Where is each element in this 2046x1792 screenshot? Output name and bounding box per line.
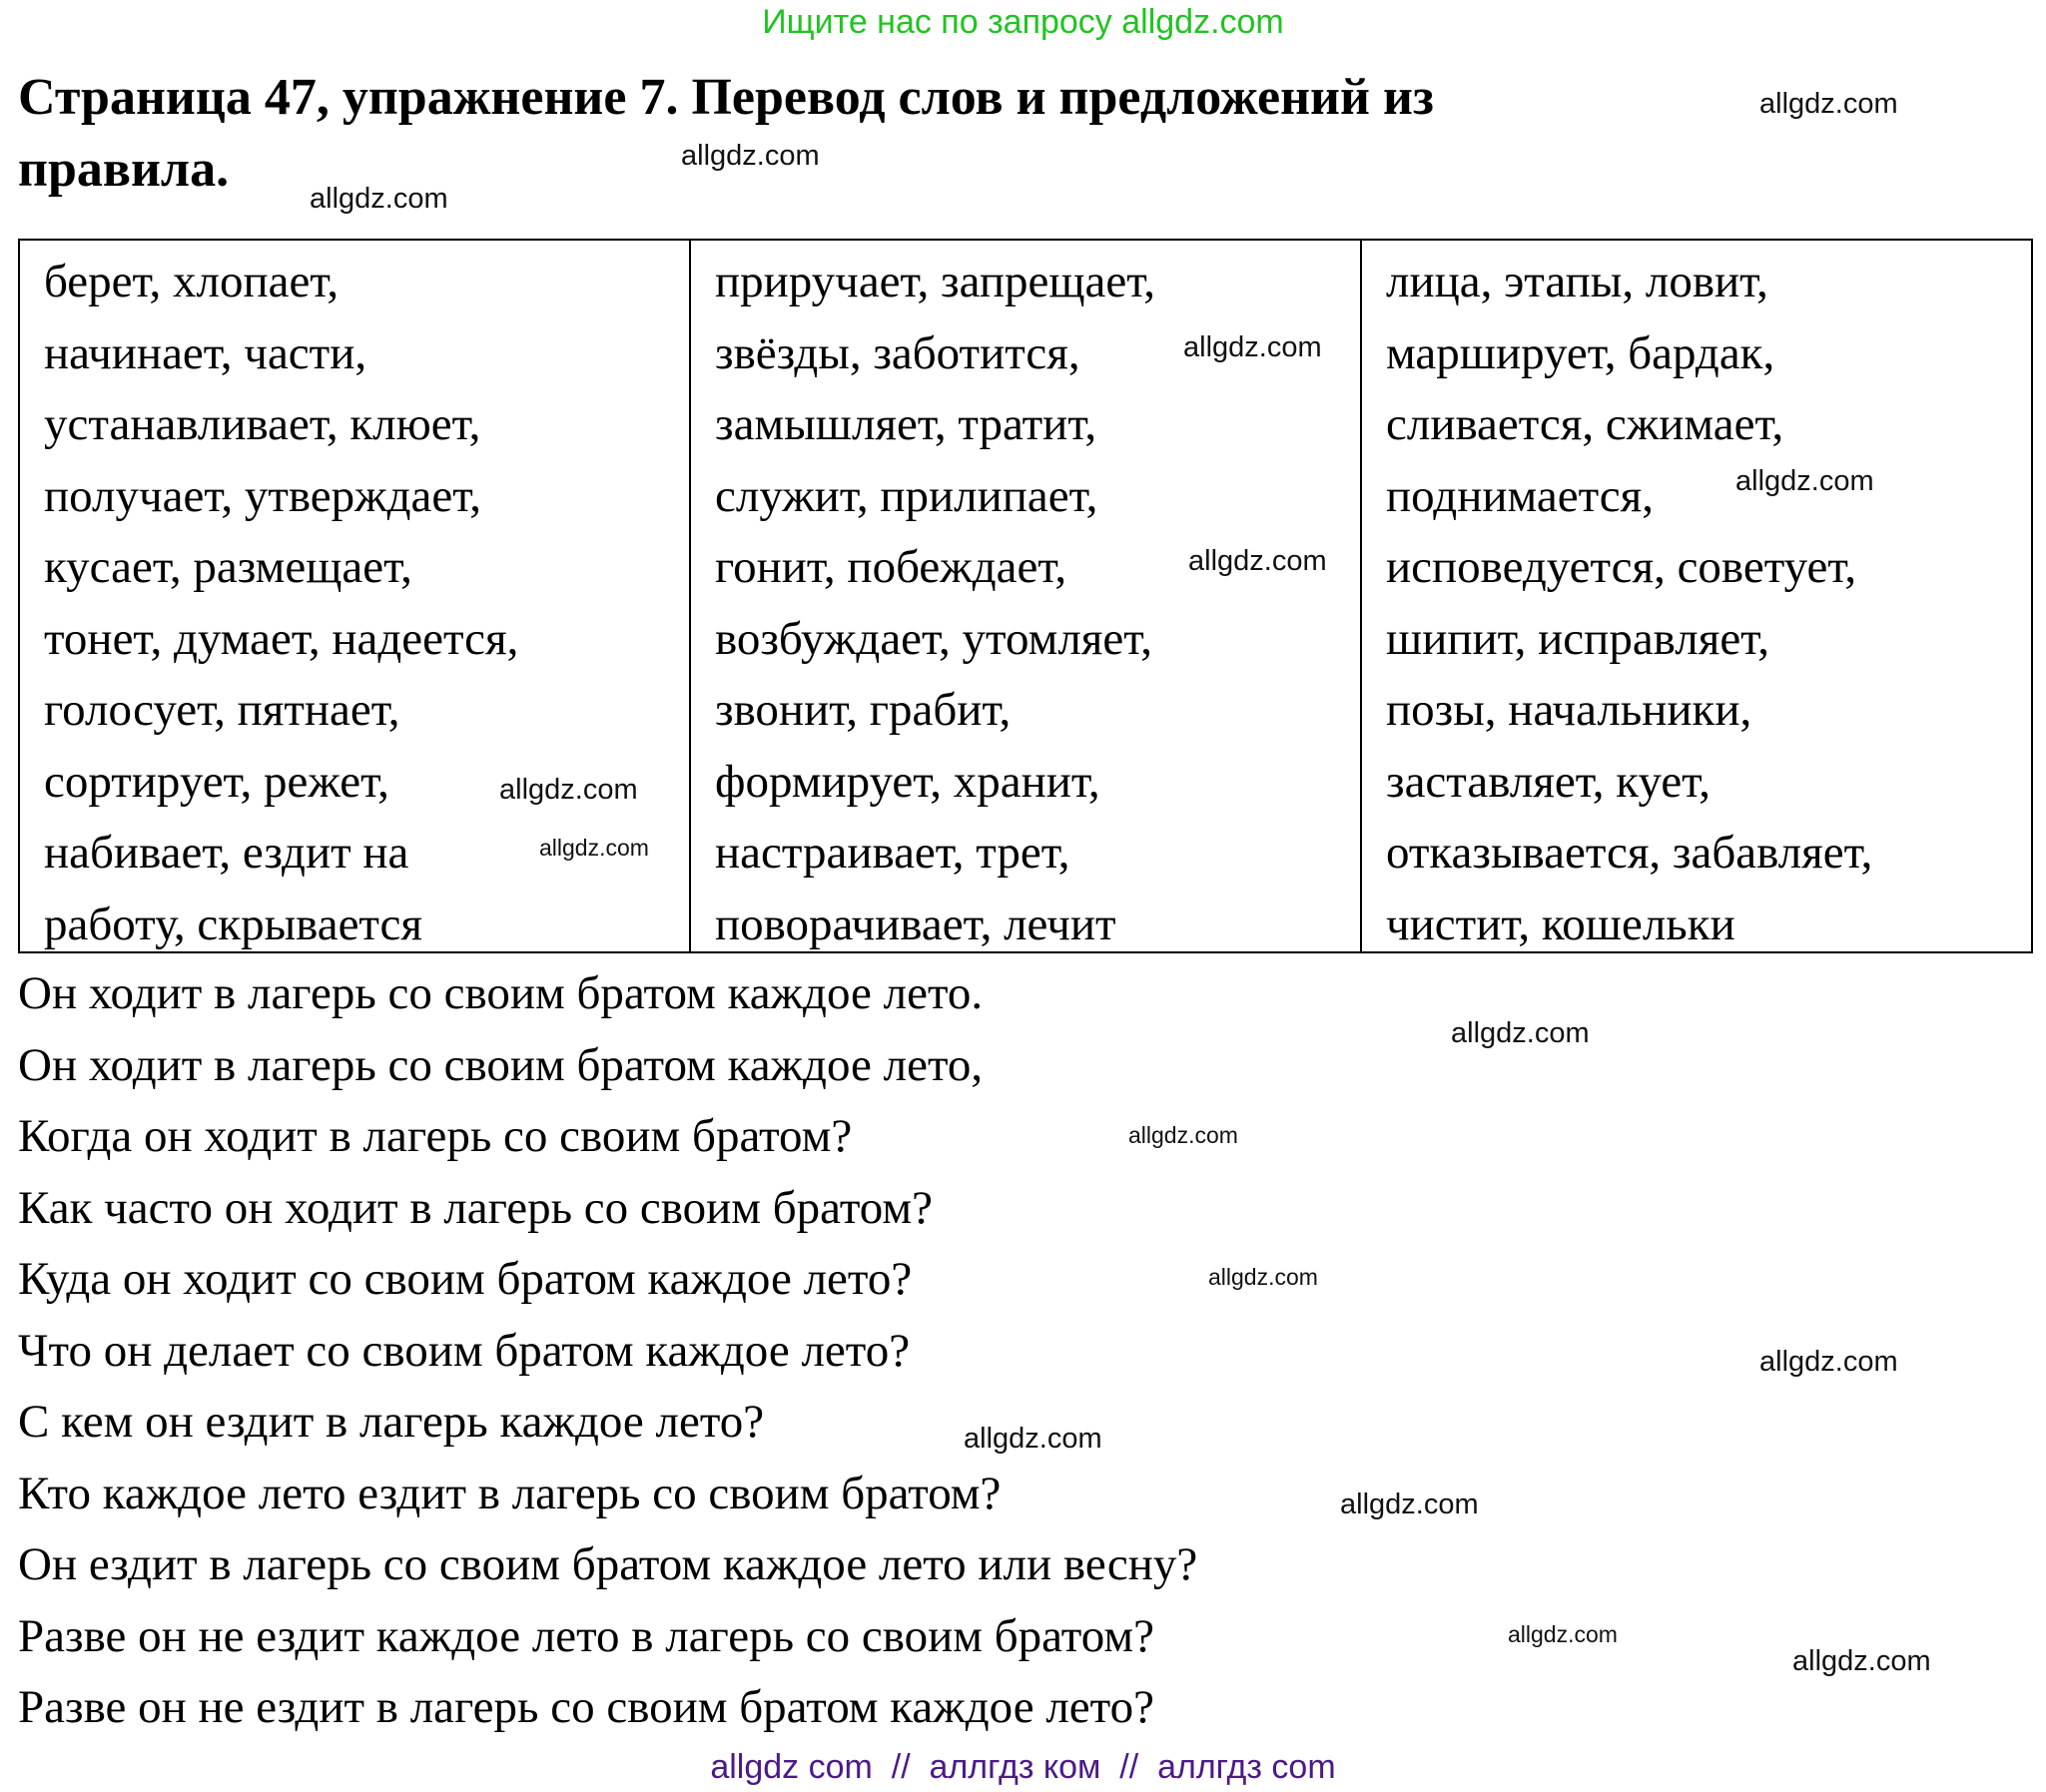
watermark: allgdz.com: [1208, 1264, 1318, 1290]
table-cell-line: работу, скрывается: [44, 897, 423, 950]
sentence: Как часто он ходит в лагерь со своим братом?: [18, 1181, 933, 1234]
watermark: allgdz.com: [1792, 1645, 1931, 1677]
table-cell-line: сливается, сжимает,: [1386, 398, 1784, 450]
table-cell-line: поворачивает, лечит: [715, 897, 1116, 950]
table-cell-line: гонит, побеждает,: [715, 541, 1067, 593]
sentence: Он ездит в лагерь со своим братом каждое лето или весну?: [18, 1538, 1198, 1590]
table-cell-line: получает, утверждает,: [44, 469, 482, 522]
sentence: Он ходит в лагерь со своим братом каждое лето,: [18, 1038, 984, 1091]
table-cell-line: голосует, пятнает,: [44, 684, 400, 736]
watermark: allgdz.com: [1340, 1489, 1479, 1520]
title-line-2: правила.: [18, 141, 230, 198]
table-cell-line: настраивает, трет,: [715, 827, 1070, 879]
watermark: allgdz.com: [539, 835, 649, 861]
table-cell-line: формирует, хранит,: [715, 755, 1100, 808]
watermark: allgdz.com: [1508, 1621, 1618, 1647]
sentences-list: [18, 958, 1197, 1744]
table-cell-line: лица, этапы, ловит,: [1386, 256, 1768, 307]
watermark: allgdz.com: [1451, 1017, 1590, 1049]
table-cell-line: звонит, грабит,: [715, 684, 1012, 736]
table-cell-line: исповедуется, советует,: [1386, 541, 1857, 593]
table-cell-line: приручает, запрещает,: [715, 256, 1156, 307]
table-cell-line: устанавливает, клюет,: [44, 398, 481, 450]
table-cell-line: берет, хлопает,: [44, 256, 340, 307]
sentence: Кто каждое лето ездит в лагерь со своим братом?: [18, 1467, 1002, 1519]
sentence: Что он делает со своим братом каждое лето?: [18, 1324, 911, 1377]
table-cell-line: набивает, ездит на: [44, 827, 409, 879]
top-ad-link[interactable]: Ищите нас по запросу allgdz.com: [762, 3, 1284, 41]
watermark: allgdz.com: [1183, 331, 1322, 363]
sentence: Куда он ходит со своим братом каждое лето?: [18, 1253, 913, 1305]
sentence: Когда он ходит в лагерь со своим братом?: [18, 1110, 853, 1162]
page-title: [18, 62, 1696, 206]
watermark: allgdz.com: [1759, 88, 1898, 120]
table-cell-line: сортирует, режет,: [44, 755, 389, 808]
table-cell-line: служит, прилипает,: [715, 469, 1098, 522]
title-line-1: Страница 47, упражнение 7. Перевод слов и предложений из: [18, 69, 1434, 126]
table-cell-line: шипит, исправляет,: [1386, 612, 1769, 665]
table-cell-line: тонет, думает, надеется,: [44, 612, 519, 665]
words-column-3: [1362, 241, 2031, 951]
sentence: Он ходит в лагерь со своим братом каждое лето.: [18, 967, 984, 1019]
watermark: allgdz.com: [1735, 465, 1874, 497]
watermark: allgdz.com: [1759, 1346, 1898, 1378]
sentence: Разве он не ездит в лагерь со своим братом каждое лето?: [18, 1681, 1154, 1733]
watermark: allgdz.com: [499, 774, 638, 806]
table-cell-line: кусает, размещает,: [44, 541, 412, 593]
watermark: allgdz.com: [964, 1423, 1102, 1455]
words-table: [18, 239, 2033, 953]
footer-links[interactable]: allgdz com // аллгдз ком // аллгдз com: [710, 1748, 1336, 1786]
table-cell-line: звёзды, заботится,: [715, 326, 1080, 379]
watermark: allgdz.com: [1128, 1122, 1238, 1148]
table-cell-line: отказывается, забавляет,: [1386, 827, 1873, 879]
sentence: С кем он ездит в лагерь каждое лето?: [18, 1396, 765, 1448]
table-cell-line: чистит, кошельки: [1386, 897, 1735, 950]
table-cell-line: возбуждает, утомляет,: [715, 612, 1153, 665]
watermark: allgdz.com: [310, 183, 448, 215]
table-cell-line: начинает, части,: [44, 326, 367, 379]
table-cell-line: замышляет, тратит,: [715, 398, 1097, 450]
table-cell-line: заставляет, кует,: [1386, 755, 1710, 808]
table-cell-line: позы, начальники,: [1386, 684, 1752, 736]
watermark: allgdz.com: [1188, 545, 1327, 577]
watermark: allgdz.com: [681, 140, 820, 172]
table-cell-line: марширует, бардак,: [1386, 326, 1775, 379]
table-cell-line: поднимается,: [1386, 469, 1655, 522]
sentence: Разве он не ездит каждое лето в лагерь со своим братом?: [18, 1609, 1154, 1662]
